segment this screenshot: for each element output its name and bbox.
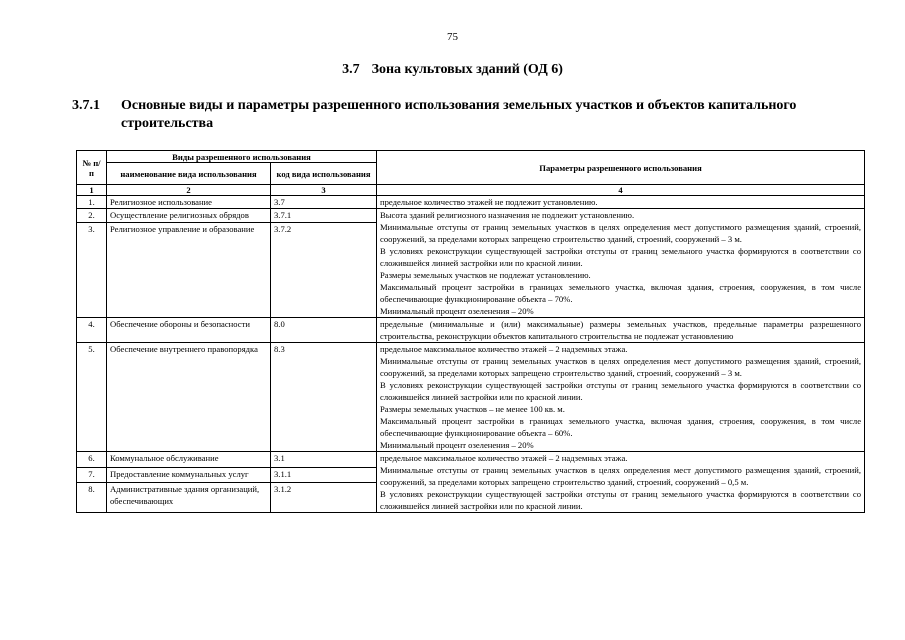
param-line: Минимальный процент озеленения – 20% [380,440,534,450]
use-code: 3.1 [271,452,377,468]
column-numbers-row [77,185,865,196]
table-row [77,343,865,452]
param-line: Минимальные отступы от границ земельных участков в целях определения мест допустимого размещения зданий, строений, сооружений, за пределами которых запрещено строительство зданий, строений, сооружений – 3 м. [380,356,862,378]
param-line: Максимальный процент застройки в границах земельного участка, включая здания, строения, сооружения, в том числе обеспечивающие функционирование объекта – 60%. [380,416,862,438]
use-name: Религиозное управление и образование [107,223,271,318]
column-number: 1 [77,185,107,196]
param-line: В условиях реконструкции существующей застройки отступы от границ земельного участка формируются в соответствии со сложившейся линией застройки или по красной линии. [380,380,862,402]
use-code: 3.7.1 [271,209,377,223]
use-params [377,318,865,343]
use-code: 3.1.2 [271,483,377,513]
use-params [377,343,865,452]
table-row [77,452,865,468]
param-line: Минимальные отступы от границ земельных участков в целях определения мест допустимого размещения зданий, строений, сооружений, за пределами которых запрещено строительство зданий, строений, сооружений – 0,5 м. [380,465,862,487]
use-code: 8.0 [271,318,377,343]
use-params [377,452,865,513]
row-number: 7. [77,467,107,483]
subsection-number: 3.7.1 [72,98,100,113]
param-line: Минимальный процент озеленения – 20% [380,306,534,316]
param-line: предельное максимальное количество этажей – 2 надземных этажа. [380,344,628,354]
column-number: 2 [107,185,271,196]
column-number: 3 [271,185,377,196]
permitted-use-table [76,150,865,513]
param-line: В условиях реконструкции существующей застройки отступы от границ земельного участка формируются в соответствии со сложившейся линией застройки или по красной линии. [380,489,862,511]
use-name: Обеспечение внутреннего правопорядка [107,343,271,452]
row-number: 2. [77,209,107,223]
param-line: предельные (минимальные и (или) максимальные) размеры земельных участков, предельные параметры разрешенного строительства, реконструкции объектов капитального строительства не подлежат установлению [380,319,862,341]
row-number: 1. [77,196,107,209]
use-name: Религиозное использование [107,196,271,209]
use-name: Предоставление коммунальных услуг [107,467,271,483]
param-line: В условиях реконструкции существующей застройки отступы от границ земельного участка формируются в соответствии со сложившейся линией застройки или по красной линии. [380,246,862,268]
table-row [77,196,865,209]
use-code: 3.1.1 [271,467,377,483]
row-number: 5. [77,343,107,452]
column-number: 4 [377,185,865,196]
header-code: код вида использования [271,163,377,185]
param-line: предельное максимальное количество этажей – 2 надземных этажа. [380,453,628,463]
table-row [77,209,865,223]
row-number: 8. [77,483,107,513]
page-number: 75 [447,31,458,43]
param-line: Высота зданий религиозного назначения не подлежит установлению. [380,210,635,220]
param-line: Минимальные отступы от границ земельных участков в целях определения мест допустимого размещения зданий, строений, сооружений, за пределами которых запрещено строительство зданий, строений, сооружений – 3 м. [380,222,862,244]
use-code: 8.3 [271,343,377,452]
param-line: предельное количество этажей не подлежит установлению. [380,197,598,207]
param-line: Размеры земельных участков не подлежат установлению. [380,270,591,280]
header-row-1 [77,151,865,163]
subsection-heading [72,97,872,133]
use-params [377,196,865,209]
header-params: Параметры разрешенного использования [377,151,865,185]
header-group: Виды разрешенного использования [107,151,377,163]
row-number: 4. [77,318,107,343]
use-name: Коммунальное обслуживание [107,452,271,468]
use-name: Осуществление религиозных обрядов [107,209,271,223]
row-number: 3. [77,223,107,318]
section-title [0,62,905,78]
use-code: 3.7 [271,196,377,209]
param-line: Максимальный процент застройки в границах земельного участка, включая здания, строения, сооружения, в том числе обеспечивающие функционирование объекта – 70%. [380,282,862,304]
row-number: 6. [77,452,107,468]
table-row [77,318,865,343]
section-number: 3.7 [342,62,360,77]
subsection-title: Основные виды и параметры разрешенного использования земельных участков и объектов капитального строительства [121,98,797,131]
header-name: наименование вида использования [107,163,271,185]
header-no: № п/п [77,151,107,185]
use-code: 3.7.2 [271,223,377,318]
param-line: Размеры земельных участков – не менее 100 кв. м. [380,404,565,414]
use-params [377,209,865,318]
use-name: Обеспечение обороны и безопасности [107,318,271,343]
section-title-text: Зона культовых зданий (ОД 6) [371,62,563,77]
use-name: Административные здания организаций, обеспечивающих [107,483,271,513]
